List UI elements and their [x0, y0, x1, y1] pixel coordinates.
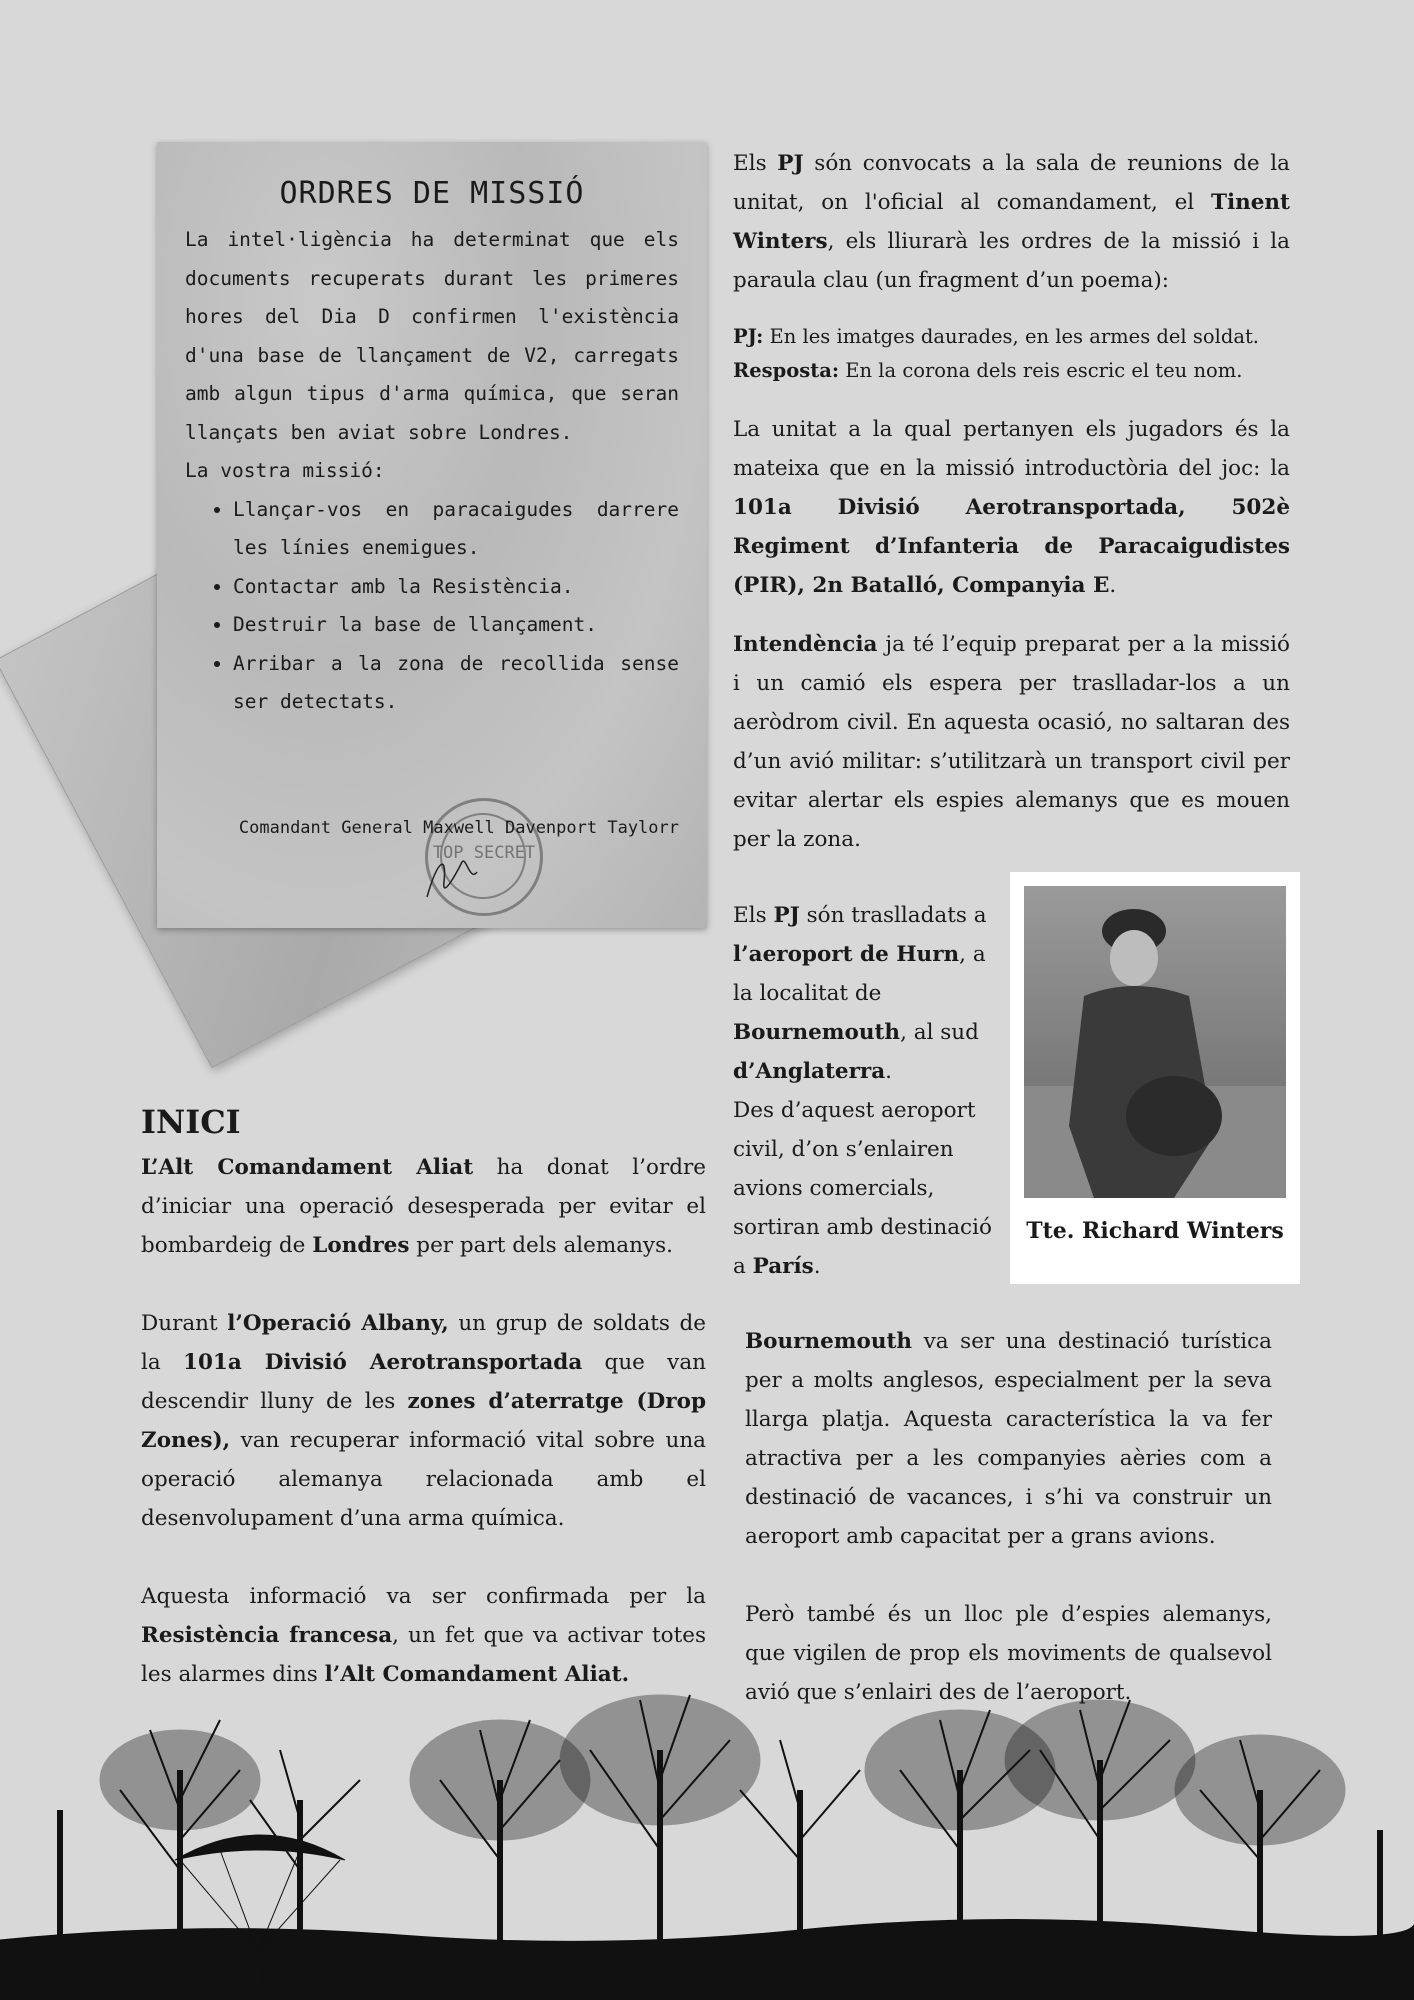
letter-signature: Comandant General Maxwell Davenport Taylorr	[238, 818, 679, 838]
section-heading-inici: INICI	[141, 1103, 241, 1141]
left-column	[141, 1148, 706, 1694]
mission-item: • Arribar a la zona de recollida sense ser detectats.	[233, 645, 679, 722]
mission-item: • Contactar amb la Resistència.	[233, 568, 679, 607]
mission-item: • Llançar-vos en paracaigudes darrere les línies enemigues.	[233, 491, 679, 568]
paragraph-bournemouth: Bournemouth va ser una destinació turística per a molts anglesos, especialment per la seva llarga platja. Aquesta característica la va fer atractiva per a les companyies aèries com a destinació de vacances, i s’hi va construir un aeroport amb capacitat per a grans avions.	[745, 1329, 1272, 1549]
mission-orders-letter	[157, 142, 707, 928]
winters-photo	[1024, 886, 1286, 1198]
paragraph-unit: La unitat a la qual pertanyen els jugadors és la mateixa que en la missió introductòria del joc: la 101a Divisió Aerotransportada, 502è Regiment d’Infanteria de Paracaigudistes (PIR), 2n Batalló, Companyia E.	[733, 417, 1290, 598]
letter-body: La intel·ligència ha determinat que els documents recuperats durant les primeres hores del Dia D confirmen l'existència d'una base de llançament de V2, carregats amb algun tipus d'arma química, que seran llançats ben aviat sobre Londres.	[185, 228, 679, 444]
right-column-top	[733, 144, 1290, 879]
paragraph-resistance: Aquesta informació va ser confirmada per la Resistència francesa, un fet que va activar totes les alarmes dins l’Alt Comandament Aliat.	[141, 1584, 706, 1687]
right-column-bottom	[745, 1322, 1272, 1712]
mission-list	[185, 491, 679, 722]
paragraph-briefing: Els PJ són convocats a la sala de reunions de la unitat, on l'oficial al comandament, el Tinent Winters, els lliurarà les ordres de la missió i la paraula clau (un fragment d’un poema):	[733, 151, 1290, 293]
paragraph-operation-albany: Durant l’Operació Albany, un grup de soldats de la 101a Divisió Aerotransportada que van descendir lluny de les zones d’aterratge (Drop Zones), van recuperar informació vital sobre una operació alemanya relacionada amb el desenvolupament d’una arma química.	[141, 1311, 706, 1531]
handwritten-signature	[422, 842, 482, 902]
forest-silhouette-illustration	[0, 1690, 1414, 2000]
paragraph-spies: Però també és un lloc ple d’espies alemanys, que vigilen de prop els moviments de qualsevol avió que s’enlairi des de l’aeroport.	[745, 1602, 1272, 1705]
photo-caption: Tte. Richard Winters	[1026, 1218, 1284, 1244]
passphrase-poem: PJ: En les imatges daurades, en les armes del soldat. Resposta: En la corona dels reis escric el teu nom.	[733, 325, 1259, 382]
mission-item: • Destruir la base de llançament.	[233, 606, 679, 645]
paragraph-allied-command: L’Alt Comandament Aliat ha donat l’ordre d’iniciar una operació desesperada per evitar el bombardeig de Londres per part dels alemanys.	[141, 1155, 706, 1258]
winters-photo-frame	[1010, 872, 1300, 1284]
mission-label: La vostra missió:	[185, 459, 385, 482]
paragraph-intendencia: Intendència ja té l’equip preparat per a la missió i un camió els espera per traslladar-los a un aeròdrom civil. En aquesta ocasió, no saltaran des d’un avió militar: s’utilitzarà un transport civil per evitar alertar els espies alemanys que es mouen per la zona.	[733, 632, 1290, 852]
stamp-label: TOP SECRET	[432, 843, 536, 863]
paragraph-transfer: Els PJ són traslladats a l’aeroport de Hurn, a la localitat de Bournemouth, al sud d’Anglaterra. Des d’aquest aeroport civil, d’on s’enlairen avions comercials, sortiran amb destinació a París.	[733, 903, 992, 1279]
letter-title: ORDRES DE MISSIÓ	[279, 176, 585, 211]
